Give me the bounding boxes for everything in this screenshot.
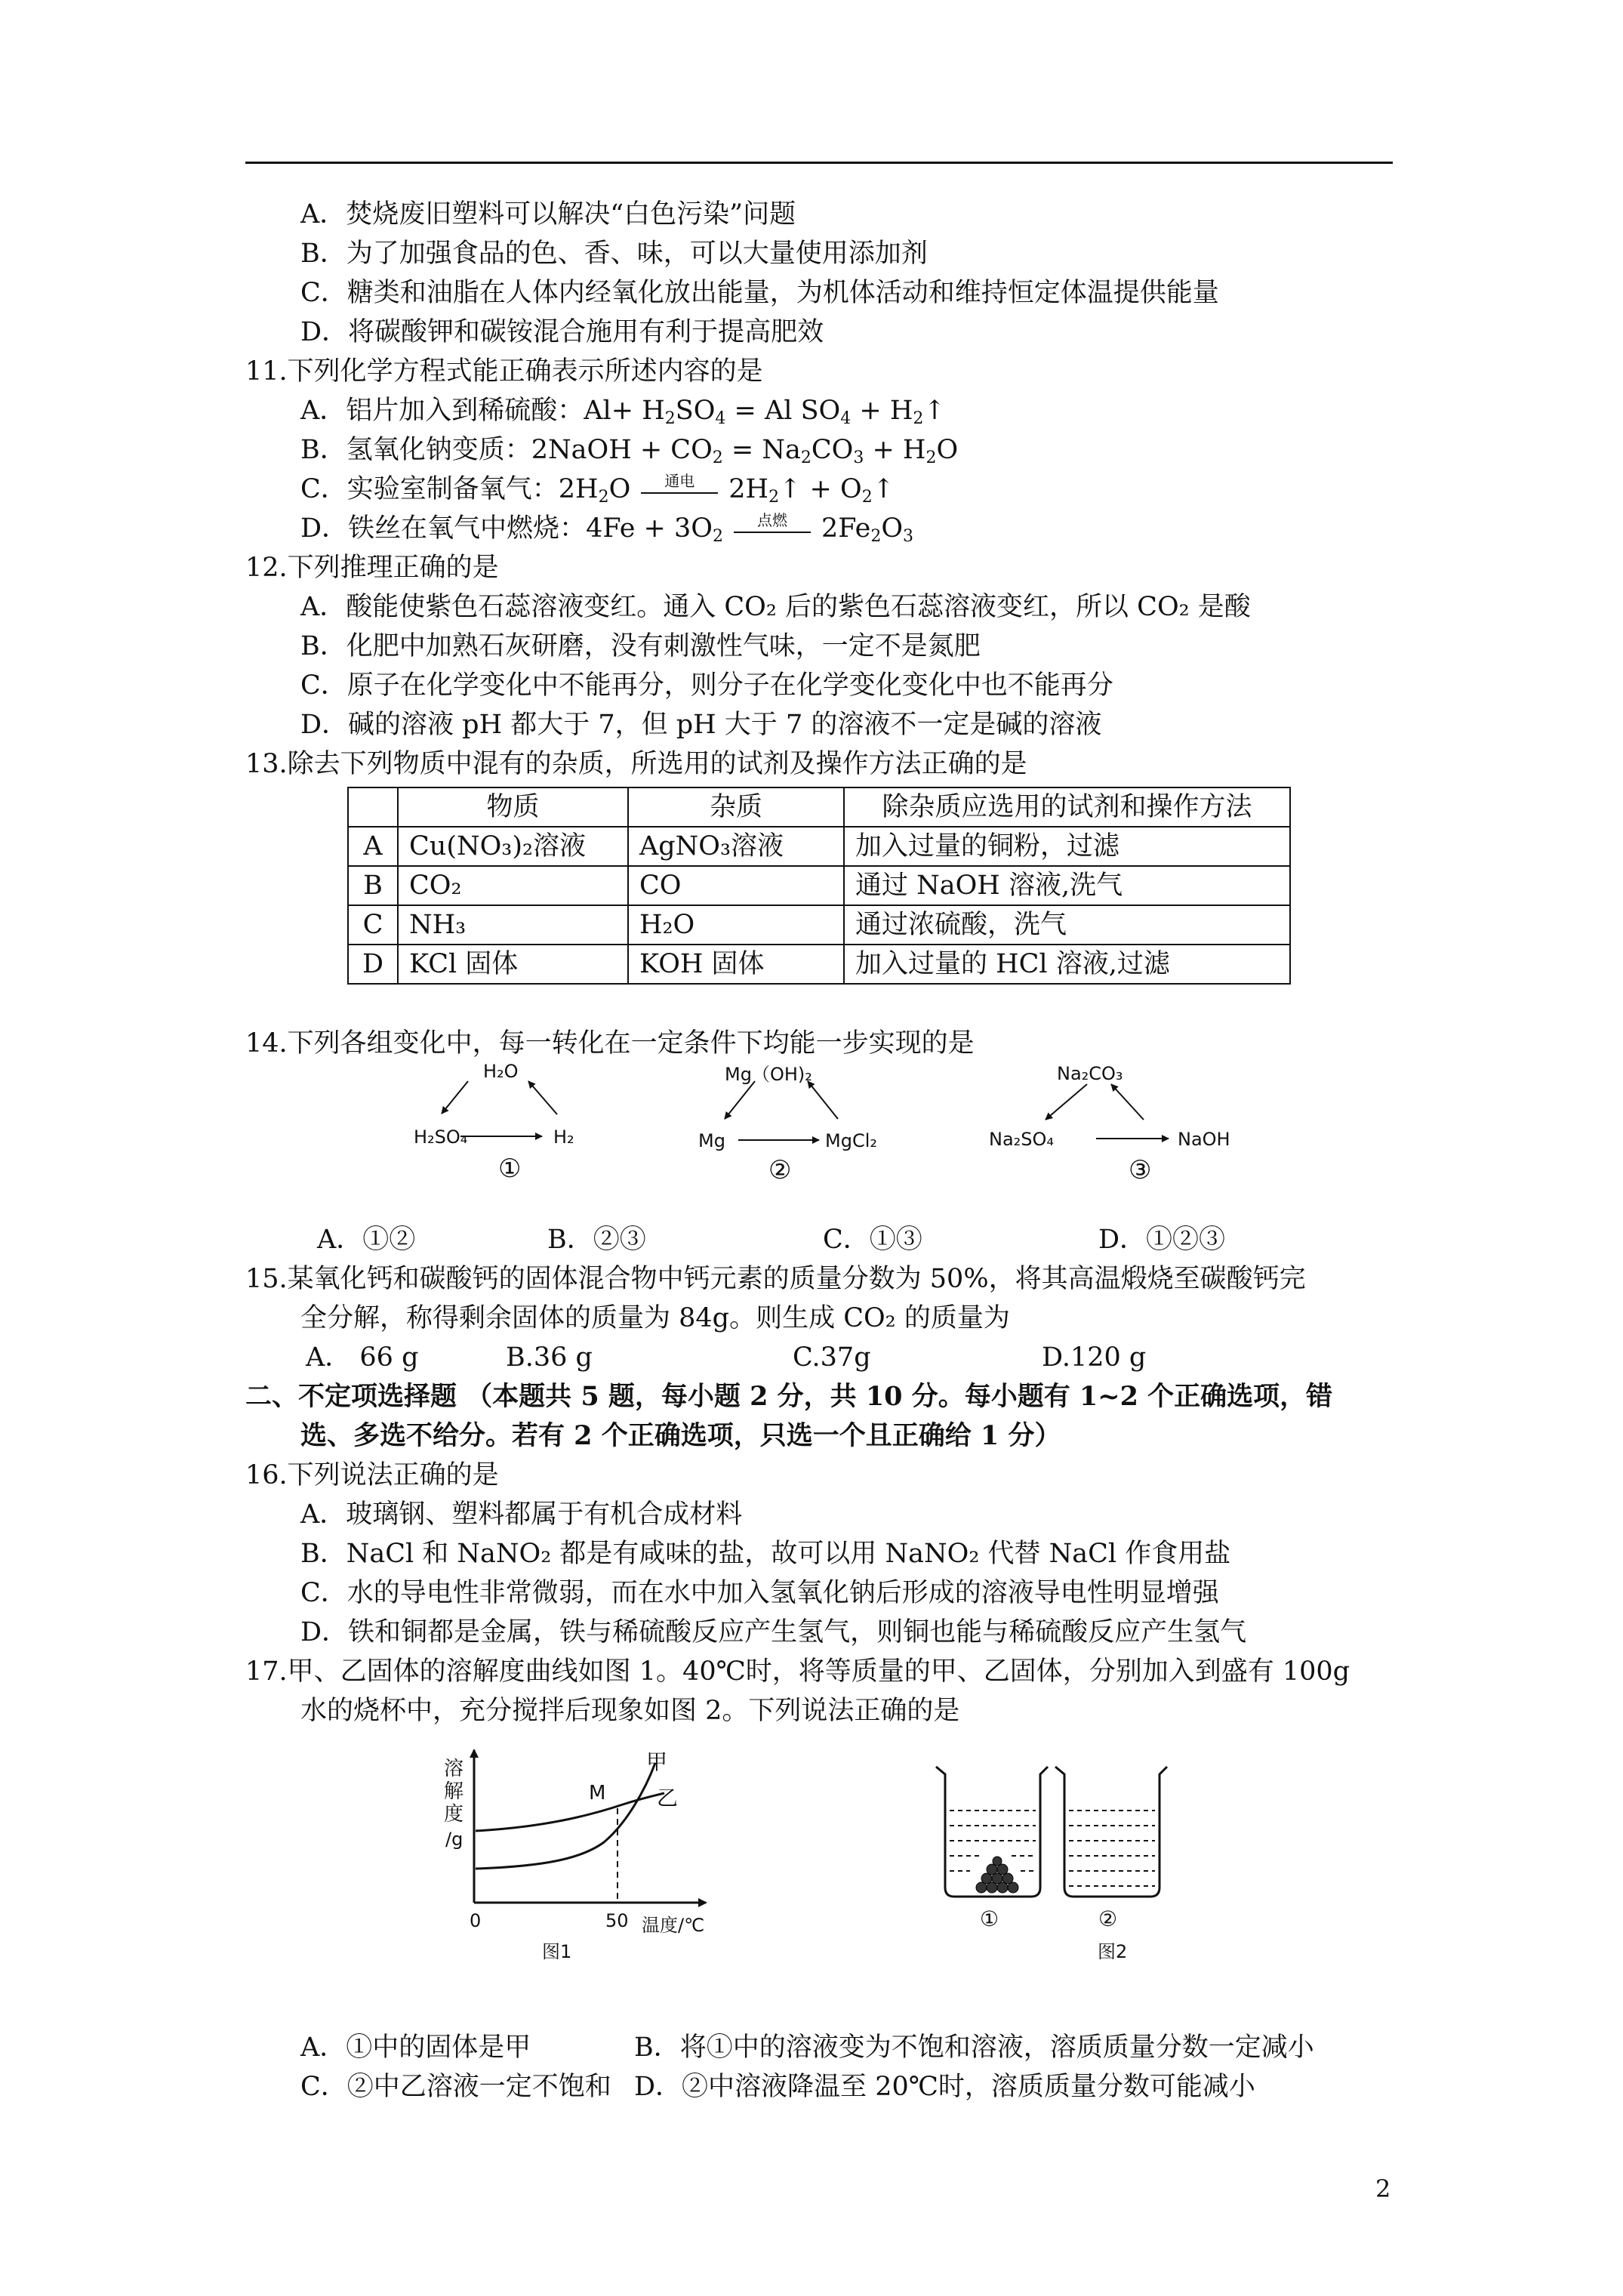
curve-label-jia: 甲 [646, 1749, 668, 1774]
table-cell: Cu(NO₃)₂溶液 [398, 827, 628, 866]
q15-option-c: C.37g [793, 1342, 871, 1373]
diagram2-right: MgCl₂ [825, 1130, 877, 1151]
beaker-1 [936, 1767, 1048, 1897]
q14-stem: 14.下列各组变化中，每一转化在一定条件下均能一步实现的是 [245, 1028, 975, 1059]
x-axis-origin: 0 [470, 1910, 482, 1931]
q11-option-b: B．氢氧化钠变质：2NaOH + $CO_2 = Na_2CO_3 + H_2O$ [300, 435, 959, 467]
beaker1-label: ① [980, 1906, 999, 1931]
q17-stem-line2: 水的烧杯中，充分搅拌后现象如图 2。下列说法正确的是 [300, 1696, 960, 1726]
table-cell: 通过 NaOH 溶液,洗气 [844, 866, 1290, 905]
q11-option-d: D．铁丝在氧气中燃烧：$4Fe + 3O_2$ 点燃 $2Fe_2O_3$ [300, 510, 914, 546]
q14-option-a: A．①② [317, 1225, 416, 1255]
y-axis-label: 溶 解 度 [444, 1758, 464, 1826]
x-axis-tick-50: 50 [605, 1910, 629, 1931]
beaker-2 [1055, 1767, 1167, 1897]
q11-option-c: C．实验室制备氧气：$2H_2O$ 通电 $2H_2↑$ + $O_2↑$ [300, 471, 895, 507]
q14-option-b: B．②③ [547, 1225, 646, 1255]
figure1-caption: 图1 [542, 1941, 572, 1962]
q17-option-d: D．②中溶液降温至 20℃时，溶质质量分数可能减小 [634, 2072, 1255, 2102]
curve-label-yi: 乙 [657, 1786, 679, 1811]
diagram1-right: H₂ [553, 1126, 574, 1148]
condition-arrow: 点燃 [731, 515, 814, 545]
q15-option-d: D.120 g [1042, 1342, 1147, 1373]
q12-option-a: A．酸能使紫色石蕊溶液变红。通入 CO₂ 后的紫色石蕊溶液变红，所以 CO₂ 是酸 [300, 592, 1251, 622]
table-cell: KOH 固体 [628, 945, 844, 984]
q12-option-c: C．原子在化学变化中不能再分，则分子在化学变化变化中也不能再分 [300, 670, 1113, 701]
q10-option-b: B．为了加强食品的色、香、味，可以大量使用添加剂 [300, 239, 928, 269]
diagram3-left: Na₂SO₄ [989, 1129, 1055, 1150]
curve-yi [476, 1793, 664, 1831]
q14-option-c: C．①③ [823, 1225, 922, 1255]
table-cell: 加入过量的铜粉，过滤 [844, 827, 1290, 866]
q12-option-b: B．化肥中加熟石灰研磨，没有刺激性气味，一定不是氮肥 [300, 631, 981, 661]
q15-option-a: A． 66 g [306, 1342, 419, 1373]
q12-stem: 12.下列推理正确的是 [245, 553, 499, 583]
table-cell: KCl 固体 [398, 945, 628, 984]
table-cell: B [348, 866, 398, 905]
y-axis-unit: /g [445, 1829, 463, 1850]
diagram1-top: H₂O [483, 1061, 519, 1082]
table-cell: H₂O [628, 905, 844, 945]
intersection-point-label: M [589, 1782, 606, 1804]
condition-arrow: 通电 [638, 476, 721, 506]
q11-option-a: A．铝片加入到稀硫酸：$Al+ H_2SO_4 = Al$ $SO_4$ + $H_2↑$ [300, 396, 946, 428]
q10-option-c: C．糖类和油脂在人体内经氧化放出能量，为机体活动和维持恒定体温提供能量 [300, 278, 1219, 308]
table-cell: AgNO₃溶液 [628, 827, 844, 866]
q16-option-b: B．NaCl 和 NaNO₂ 都是有咸味的盐，故可以用 NaNO₂ 代替 NaCl 作食用盐 [300, 1539, 1231, 1569]
q11-stem: 11.下列化学方程式能正确表示所述内容的是 [245, 356, 763, 387]
q13-stem: 13.除去下列物质中混有的杂质，所选用的试剂及操作方法正确的是 [245, 749, 1027, 779]
diagram2-top: Mg（OH)₂ [725, 1064, 812, 1085]
diagram2-number: ② [768, 1155, 792, 1185]
figure2-caption: 图2 [1098, 1941, 1128, 1962]
x-axis-label: 温度/℃ [642, 1915, 705, 1936]
page-number: 2 [1375, 2174, 1391, 2203]
table-cell: CO [628, 866, 844, 905]
table-cell: 通过浓硫酸，洗气 [844, 905, 1290, 945]
q16-option-c: C．水的导电性非常微弱，而在水中加入氢氧化钠后形成的溶液导电性明显增强 [300, 1578, 1219, 1608]
diagram3-right: NaOH [1178, 1129, 1230, 1150]
q16-option-d: D．铁和铜都是金属，铁与稀硫酸反应产生氢气，则铜也能与稀硫酸反应产生氢气 [300, 1617, 1247, 1647]
q15-stem-line2: 全分解，称得剩余固体的质量为 84g。则生成 CO₂ 的质量为 [300, 1303, 1010, 1333]
diagram1-number: ① [498, 1154, 522, 1184]
diagram3-top: Na₂CO₃ [1057, 1063, 1123, 1084]
table-header-cell: 杂质 [628, 787, 844, 827]
q16-stem: 16.下列说法正确的是 [245, 1460, 499, 1490]
q17-stem-line1: 17.甲、乙固体的溶解度曲线如图 1。40℃时，将等质量的甲、乙固体，分别加入到盛有 100g [245, 1657, 1350, 1687]
q12-option-d: D．碱的溶液 pH 都大于 7，但 pH 大于 7 的溶液不一定是碱的溶液 [300, 710, 1102, 740]
table-cell: C [348, 905, 398, 945]
table-header-cell: 物质 [398, 787, 628, 827]
table-cell: 加入过量的 HCl 溶液,过滤 [844, 945, 1290, 984]
table-cell: CO₂ [398, 866, 628, 905]
q17-option-c: C．②中乙溶液一定不饱和 [300, 2072, 611, 2102]
curve-jia [476, 1763, 655, 1869]
table-cell: NH₃ [398, 905, 628, 945]
section-heading-line1: 二、不定项选择题 （本题共 5 题，每小题 2 分，共 10 分。每小题有 1~2 个正确选项，错 [245, 1381, 1333, 1412]
table-header-cell: 除杂质应选用的试剂和操作方法 [844, 787, 1290, 827]
q15-option-b: B.36 g [506, 1342, 593, 1373]
q10-option-d: D．将碳酸钾和碳铵混合施用有利于提高肥效 [300, 317, 824, 347]
beaker2-label: ② [1098, 1906, 1118, 1931]
q17-option-a: A．①中的固体是甲 [300, 2032, 531, 2063]
table-cell: A [348, 827, 398, 866]
diagram1-left: H₂SO₄ [414, 1126, 468, 1148]
q10-option-a: A．焚烧废旧塑料可以解决“白色污染”问题 [300, 199, 796, 230]
diagram3-number: ③ [1129, 1155, 1152, 1185]
section-heading-line2: 选、多选不给分。若有 2 个正确选项，只选一个且正确给 1 分） [300, 1420, 1061, 1451]
undissolved-solid [976, 1857, 1018, 1893]
table-cell: D [348, 945, 398, 984]
q16-option-a: A．玻璃钢、塑料都属于有机合成材料 [300, 1499, 743, 1530]
diagram2-left: Mg [698, 1130, 725, 1151]
q15-stem-line1: 15.某氧化钙和碳酸钙的固体混合物中钙元素的质量分数为 50%，将其高温煅烧至碳酸钙完 [245, 1264, 1306, 1294]
q14-option-d: D．①②③ [1098, 1225, 1226, 1255]
q17-option-b: B．将①中的溶液变为不饱和溶液，溶质质量分数一定减小 [634, 2032, 1314, 2063]
